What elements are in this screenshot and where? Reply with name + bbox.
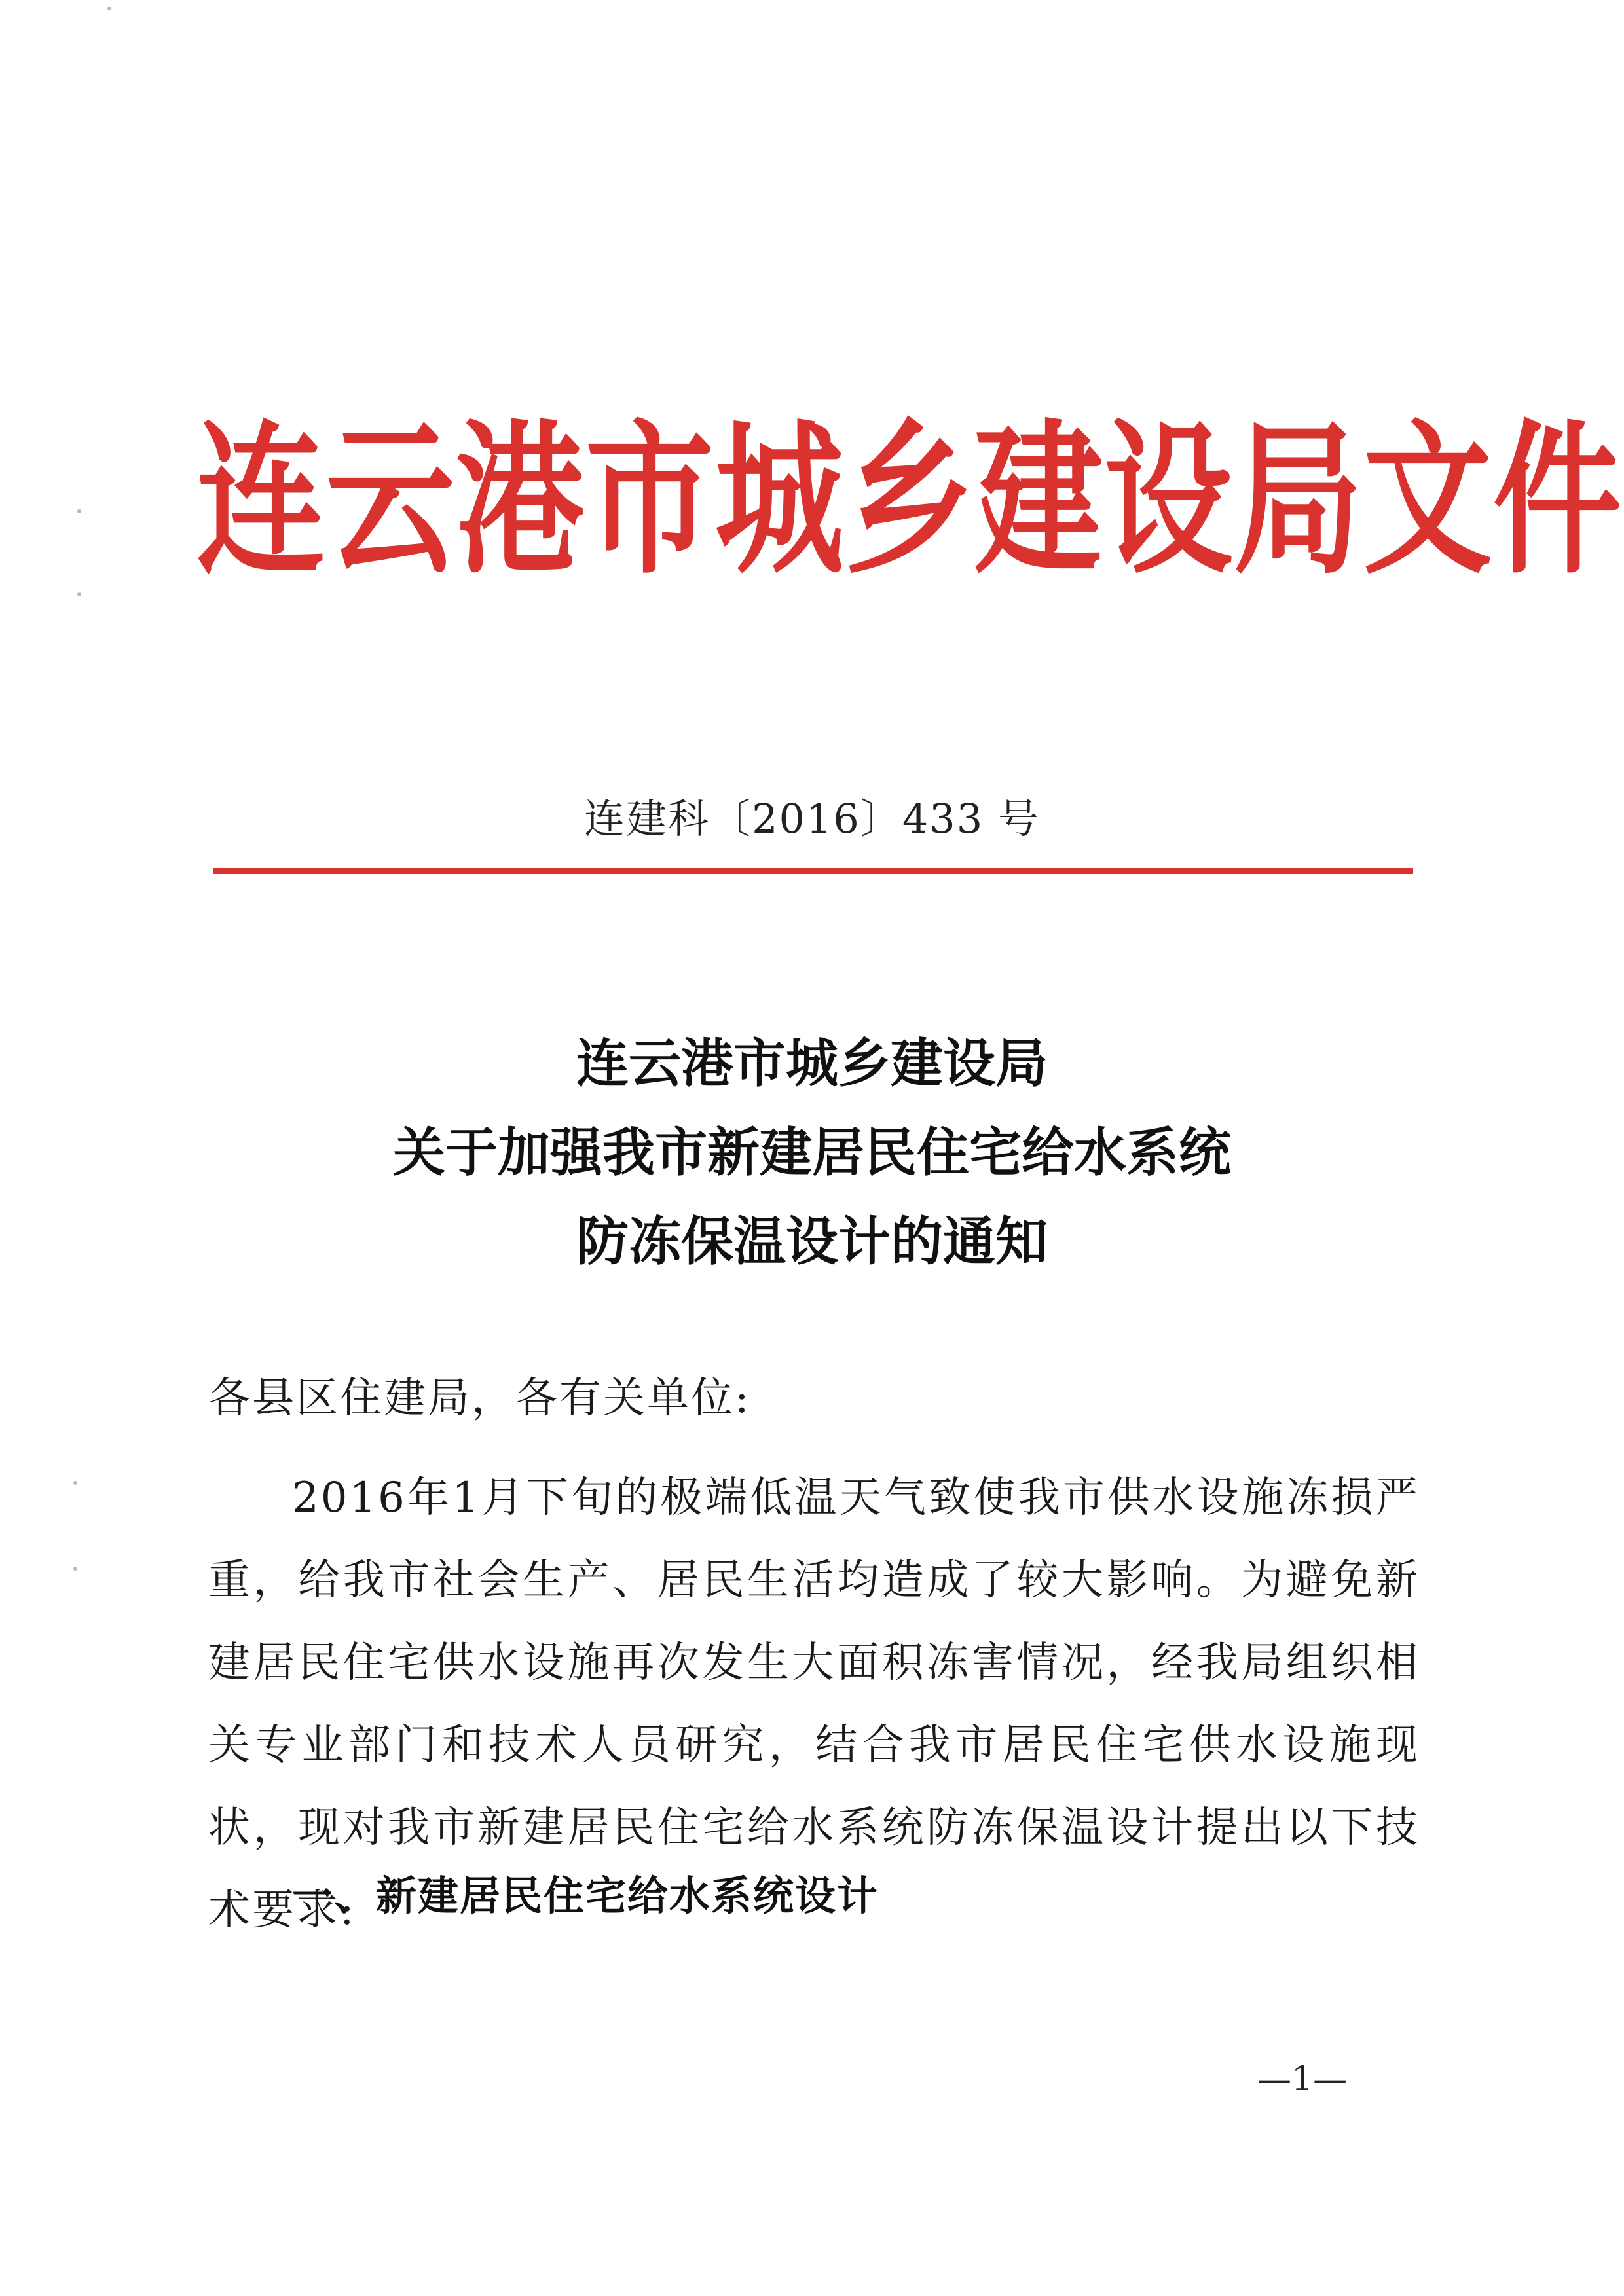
notice-title [0, 1033, 1624, 1305]
title-line: 防冻保温设计的通知 [576, 1211, 1048, 1272]
scan-speck [77, 509, 81, 513]
scan-speck [107, 7, 111, 10]
section-heading: 一、新建居民住宅给水系统设计 [292, 1872, 879, 1920]
masthead-title: 连云港市城乡建设局文件 [196, 405, 1623, 597]
document-number: 连建科〔2016〕433 号 [584, 795, 1040, 843]
title-line: 连云港市城乡建设局 [576, 1033, 1048, 1094]
red-separator-line [213, 868, 1413, 874]
body-paragraph: 2016年1月下旬的极端低温天气致使我市供水设施冻损严重，给我市社会生产、居民生活均造成了较大影响。为避免新建居民住宅供水设施再次发生大面积冻害情况，经我局组织相关专业部门和技术人员研究，结合我市居民住宅供水设施现状，现对我市新建居民住宅给水系统防冻保温设计提出以下技术要求: [208, 1474, 1420, 1935]
page-number: —1— [1257, 2060, 1348, 2099]
scan-speck [73, 1567, 77, 1571]
title-line: 关于加强我市新建居民住宅给水系统 [393, 1122, 1231, 1183]
scan-speck [73, 1481, 77, 1485]
salutation: 各县区住建局，各有关单位: [208, 1374, 751, 1423]
scan-speck [77, 592, 81, 596]
